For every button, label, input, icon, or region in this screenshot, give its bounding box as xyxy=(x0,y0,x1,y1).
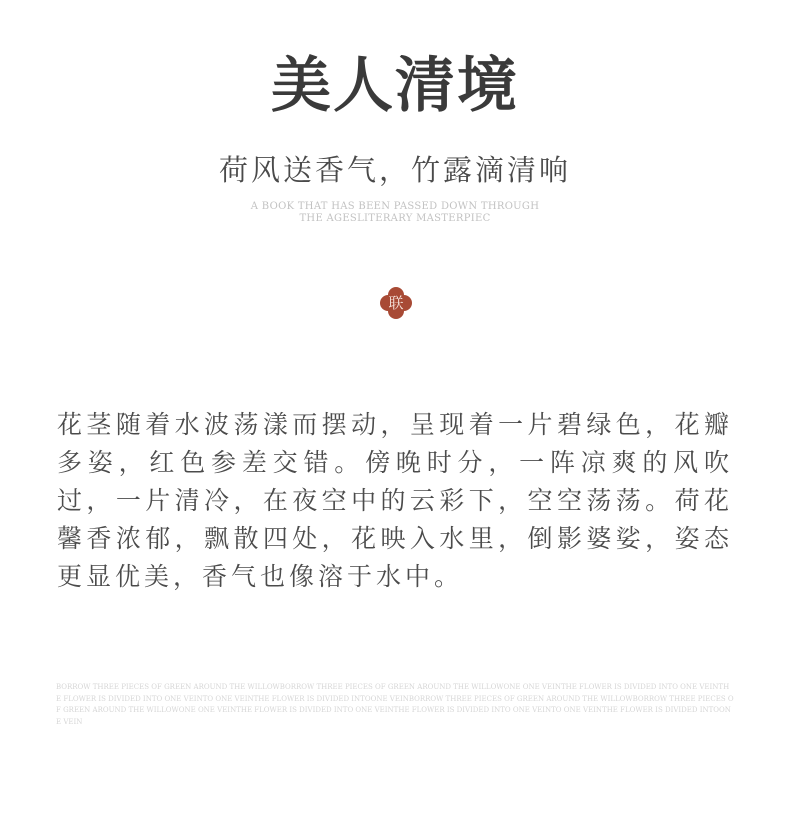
footer-english-text: BORROW THREE PIECES OF GREEN AROUND THE WILLOWBORROW THREE PIECES OF GREEN AROUND THE WILLOWONE ONE VEINTHE FLOWER IS DIVIDED INTO ONE VEINTHE FLOWER IS DIVIDED INTO ONE VEINTO ONE VEINTHE FLOWER IS DIVIDED INTOONE VEINBORROW THREE PIECES OF GREEN AROUND THE WILLOWBORROW THREE PIECES OF GREEN AROUND THE WILLOWONE ONE VEINTHE FLOWER IS DIVIDED INTO ONE VEINTHE FLOWER IS DIVIDED INTO ONE VEINTO ONE VEINTHE FLOWER IS DIVIDED INTOONE VEIN xyxy=(56,683,734,726)
english-subtitle-line-2: THE AGESLITERARY MASTERPIEC xyxy=(299,213,491,224)
page-subtitle: 荷风送香气，竹露滴清响 xyxy=(218,153,571,187)
seal-character: 联 xyxy=(388,294,404,312)
english-subtitle-line-1: A BOOK THAT HAS BEEN PASSED DOWN THROUGH xyxy=(250,201,540,212)
body-paragraph: 花茎随着水波荡漾而摆动，呈现着一片碧绿色，花瓣多姿，红色参差交错。傍晚时分，一阵凉爽的风吹过，一片清冷，在夜空中的云彩下，空空荡荡。荷花馨香浓郁，飘散四处，花映入水里，倒影婆娑，姿态更显优美，香气也像溶于水中。 xyxy=(57,410,733,591)
page-title: 美人清境 xyxy=(271,51,519,121)
english-subtitle xyxy=(245,201,545,225)
seal-badge xyxy=(379,286,413,320)
